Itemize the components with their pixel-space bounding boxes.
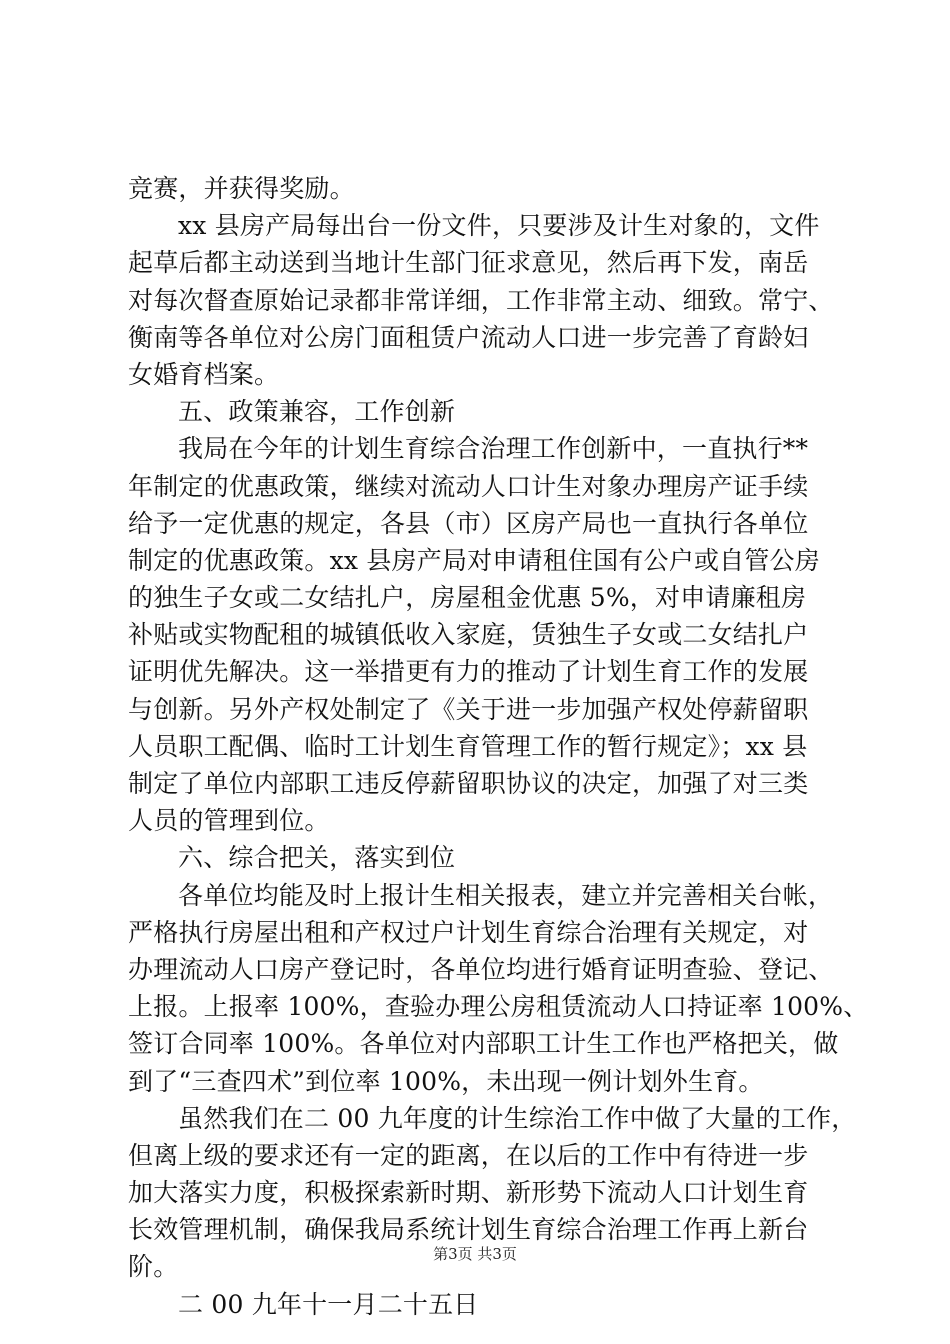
text-line: 长效管理机制，确保我局系统计划生育综合治理工作再上新台 [128, 1215, 809, 1245]
text-line: 虽然我们在二 00 九年度的计生综治工作中做了大量的工作， [178, 1103, 857, 1133]
text-line: 上报。上报率 100%，查验办理公房租赁流动人口持证率 100%、 [128, 992, 869, 1022]
text-line: 到了“三查四术”到位率 100%，未出现一例计划外生育。 [128, 1066, 764, 1096]
text-line: 起草后都主动送到当地计生部门征求意见，然后再下发，南岳 [128, 248, 809, 278]
document-body [128, 170, 869, 1323]
text-line: 衡南等各单位对公房门面租赁户流动人口进一步完善了育龄妇 [128, 322, 809, 352]
text-line: xx 县房产局每出台一份文件，只要涉及计生对象的，文件 [178, 211, 820, 241]
section-heading: 六、综合把关，落实到位 [178, 843, 456, 873]
text-line: 与创新。另外产权处制定了《关于进一步加强产权处停薪留职 [128, 694, 809, 724]
text-line: 但离上级的要求还有一定的距离，在以后的工作中有待进一步 [128, 1140, 809, 1170]
text-line: 加大落实力度，积极探索新时期、新形势下流动人口计划生育 [128, 1178, 809, 1208]
text-line: 严格执行房屋出租和产权过户计划生育综合治理有关规定，对 [128, 917, 809, 947]
page-number-footer: 第3页 共3页 [433, 1245, 517, 1263]
text-line: 各单位均能及时上报计生相关报表，建立并完善相关台帐， [178, 880, 834, 910]
section-heading: 五、政策兼容，工作创新 [178, 397, 456, 427]
text-line: 的独生子女或二女结扎户，房屋租金优惠 5%，对申请廉租房 [128, 583, 807, 613]
document-date: 二 00 九年十一月二十五日 [178, 1289, 479, 1319]
text-line: 竞赛，并获得奖励。 [128, 174, 355, 203]
text-line: 人员的管理到位。 [128, 806, 330, 836]
text-line: 女婚育档案。 [128, 359, 280, 389]
text-line: 制定了单位内部职工违反停薪留职协议的决定，加强了对三类 [128, 769, 809, 798]
text-line: 补贴或实物配租的城镇低收入家庭，赁独生子女或二女结扎户 [128, 620, 809, 650]
text-line: 签订合同率 100%。各单位对内部职工计生工作也严格把关，做 [128, 1029, 839, 1059]
text-line: 制定的优惠政策。xx 县房产局对申请租住国有公户或自管公房 [128, 545, 820, 575]
text-line: 办理流动人口房产登记时，各单位均进行婚育证明查验、登记、 [128, 954, 834, 984]
text-line: 阶。 [128, 1252, 179, 1282]
text-line: 证明优先解决。这一举措更有力的推动了计划生育工作的发展 [128, 657, 809, 687]
text-line: 年制定的优惠政策，继续对流动人口计生对象办理房产证手续 [128, 471, 809, 501]
text-line: 对每次督查原始记录都非常详细，工作非常主动、细致。常宁、 [128, 285, 834, 315]
text-line: 给予一定优惠的规定，各县（市）区房产局也一直执行各单位 [128, 508, 809, 538]
text-line: 人员职工配偶、临时工计划生育管理工作的暂行规定》；xx 县 [128, 731, 808, 761]
text-line: 我局在今年的计划生育综合治理工作创新中，一直执行** [178, 434, 809, 464]
